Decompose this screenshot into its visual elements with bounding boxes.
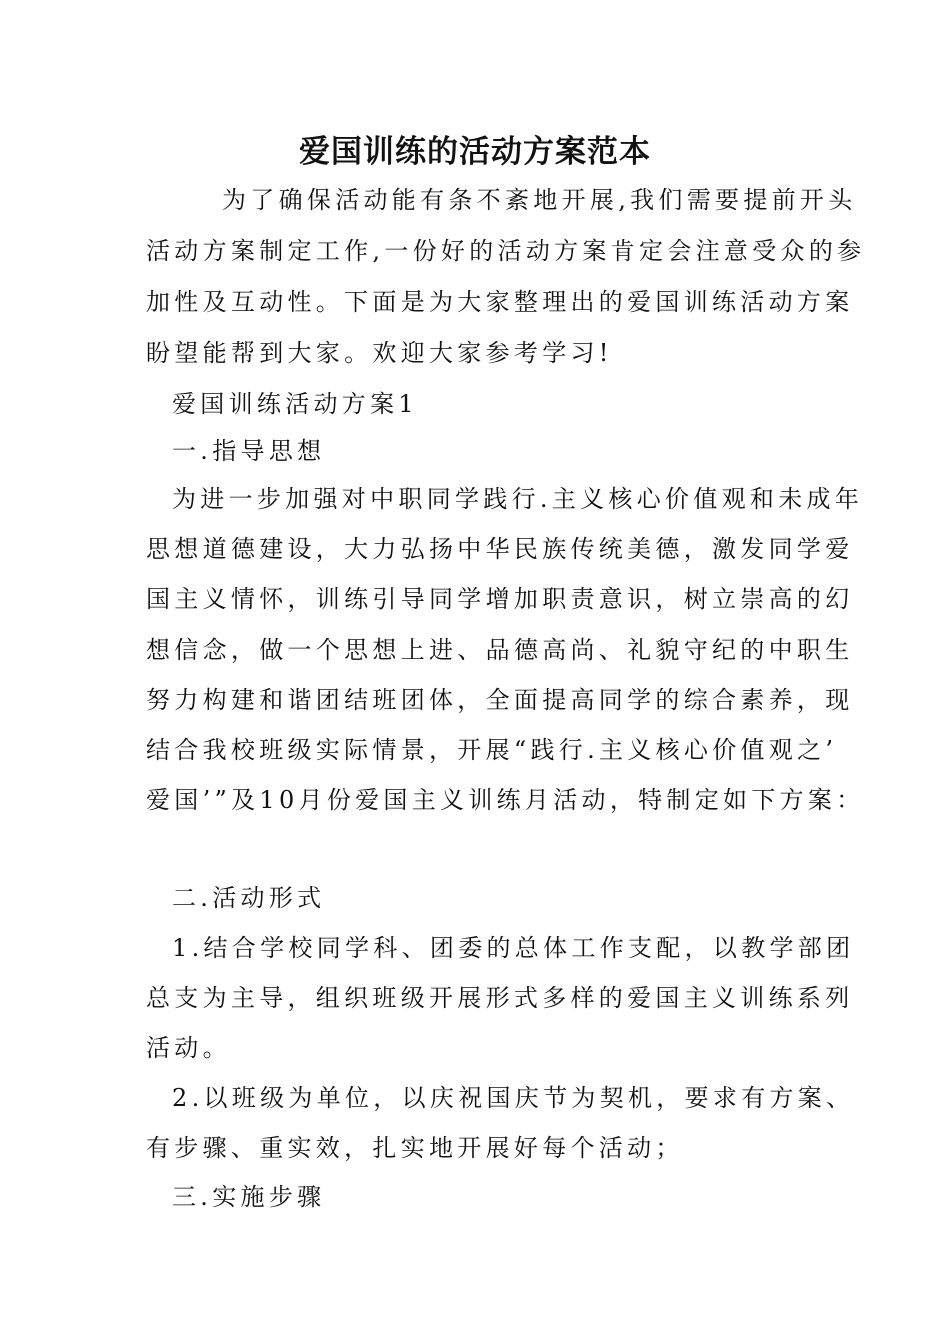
intro-paragraph-line: 加性及互动性。下面是为大家整理出的爱国训练活动方案 [146, 288, 854, 316]
activity-item-line: 总支为主导，组织班级开展形式多样的爱国主义训练系列 [146, 984, 854, 1012]
section-heading-guiding-thought: 一.指导思想 [172, 437, 326, 465]
activity-item-line: 2.以班级为单位，以庆祝国庆节为契机，要求有方案、 [172, 1084, 855, 1112]
section-heading-activity-form: 二.活动形式 [172, 884, 326, 912]
guiding-paragraph-line: 努力构建和谐团结班团体，全面提高同学的综合素养，现 [146, 686, 854, 714]
section-heading-implementation: 三.实施步骤 [172, 1183, 326, 1211]
intro-paragraph-line: 盼望能帮到大家。欢迎大家参考学习! [146, 339, 613, 367]
guiding-paragraph-line: 爱国’”及10月份爱国主义训练月活动，特制定如下方案： [146, 786, 865, 814]
activity-item-line: 活动。 [146, 1034, 231, 1062]
guiding-paragraph-line: 想信念，做一个思想上进、品德高尚、礼貌守纪的中职生 [146, 636, 854, 664]
section-heading-plan: 爱国训练活动方案1 [172, 390, 418, 418]
guiding-paragraph-line: 思想道德建设，大力弘扬中华民族传统美德，激发同学爱 [146, 535, 854, 563]
document-title: 爱国训练的活动方案范本 [299, 134, 651, 170]
intro-paragraph-line: 活动方案制定工作,一份好的活动方案肯定会注意受众的参 [146, 237, 866, 265]
activity-item-line: 有步骤、重实效，扎实地开展好每个活动； [146, 1134, 684, 1162]
activity-item-line: 1.结合学校同学科、团委的总体工作支配，以教学部团 [172, 934, 855, 962]
guiding-paragraph-line: 为进一步加强对中职同学践行.主义核心价值观和未成年 [172, 485, 864, 513]
intro-paragraph-line: 为了确保活动能有条不紊地开展,我们需要提前开头 [222, 186, 857, 214]
guiding-paragraph-line: 国主义情怀，训练引导同学增加职责意识，树立崇高的幻 [146, 585, 854, 613]
guiding-paragraph-line: 结合我校班级实际情景，开展“践行.主义核心价值观之’ [146, 736, 838, 764]
